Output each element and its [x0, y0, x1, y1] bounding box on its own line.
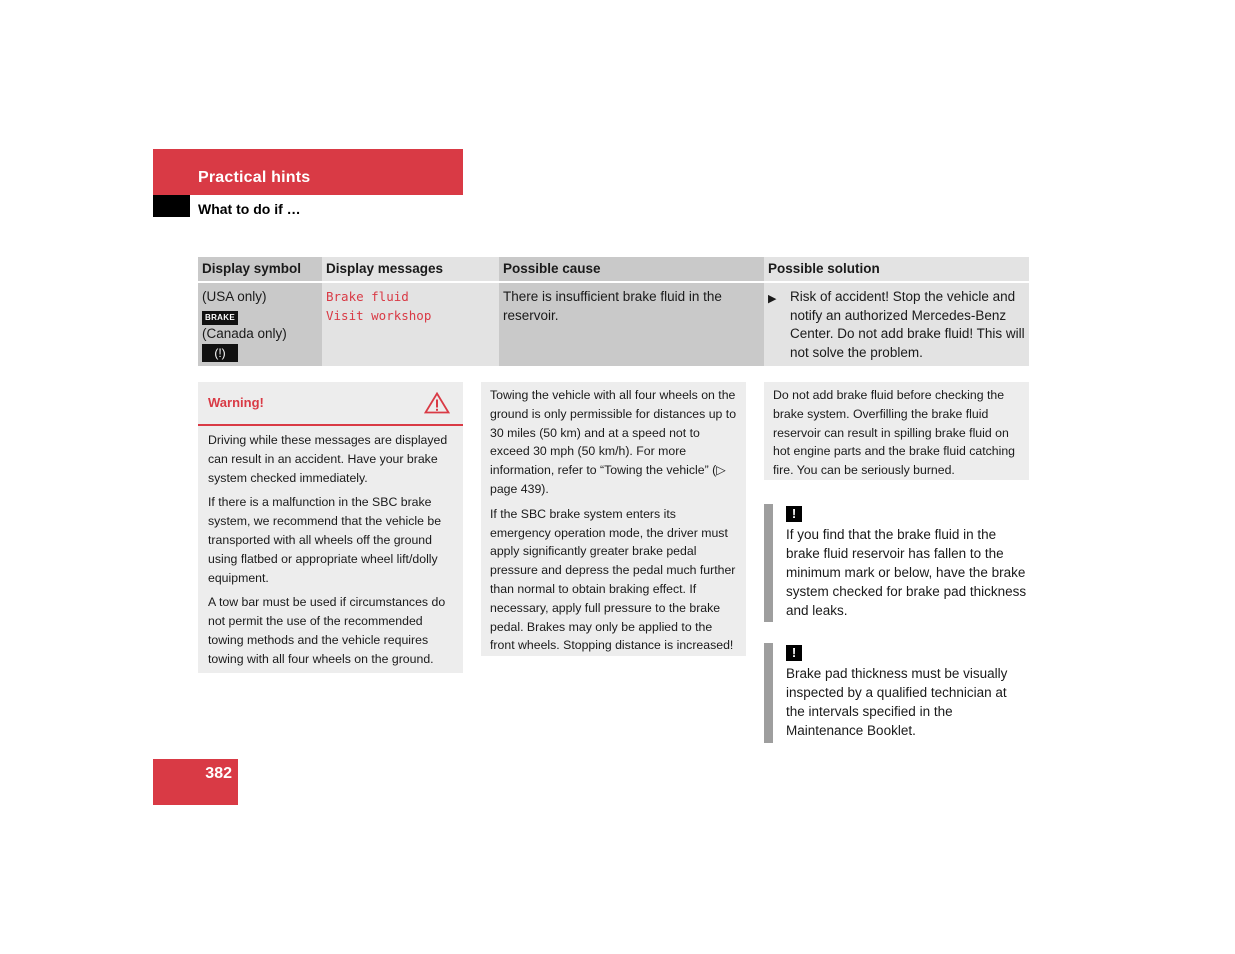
exclamation-icon: !: [786, 645, 802, 661]
arrow-bullet-icon: ▶: [768, 293, 777, 305]
message-line-1: Brake fluid: [326, 289, 409, 304]
page-number-box: [153, 759, 238, 805]
note-2: [764, 643, 1029, 743]
col-header-solution: Possible solution: [764, 257, 1029, 283]
note-1: [764, 504, 1029, 622]
symbol-usa-label: (USA only): [202, 289, 267, 304]
subsection-title: What to do if …: [198, 201, 301, 217]
note-1-text: If you find that the brake fluid in the brake fluid reservoir has fallen to the minimum mark or below, have the brake system checked for brake pad thickness and leaks.: [786, 527, 1027, 618]
warning-triangle-icon: [424, 392, 450, 414]
caution-paragraph: Do not add brake fluid before checking the brake system. Overfilling the brake fluid reservoir can result in spilling brake fluid on hot engine parts and the brake fluid catching fire. You can be seriously burned.: [773, 388, 1016, 478]
towing-paragraph: Towing the vehicle with all four wheels on the ground is only permissible for distances up to 30 miles (50 km) and at a speed not to exceed 30 mph (50 km/h). For more information, refer to “Towing the vehicle” (▷ page 439).: [490, 388, 737, 496]
warning-paragraph-3: A tow bar must be used if circumstances do not permit the use of the recommended towing methods and the vehicle requires towing with all four wheels on the ground.: [208, 595, 446, 666]
warning-box: [198, 382, 463, 673]
brake-icon: BRAKE: [202, 311, 238, 325]
note-bar: [764, 504, 773, 622]
brake-fluid-caution-box: [764, 382, 1029, 480]
note-bar: [764, 643, 773, 743]
symbol-canada-label: (Canada only): [202, 326, 287, 341]
emergency-mode-paragraph: If the SBC brake system enters its emergency operation mode, the driver must apply significantly greater brake pedal pressure and depress the pedal much further than normal to obtain braking effect. If necessary, apply full pressure to the brake pedal. Brakes may only be applied to the front wheels. Stopping distance is increased!: [490, 506, 736, 653]
col-header-symbol: Display symbol: [198, 257, 322, 283]
warning-title: Warning!: [208, 394, 264, 410]
message-line-2: Visit workshop: [326, 307, 432, 323]
towing-info-box: [481, 382, 746, 656]
brake-warning-icon: (!): [202, 344, 238, 362]
note-2-text: Brake pad thickness must be visually inspected by a qualified technician at the intervals specified in the Maintenance Booklet.: [786, 666, 1008, 738]
page-number: 382: [205, 765, 232, 782]
display-message-table: [198, 257, 1029, 366]
cell-symbol: [198, 283, 322, 366]
col-header-messages: Display messages: [322, 257, 499, 283]
solution-text: Risk of accident! Stop the vehicle and notify an authorized Mercedes-Benz Center. Do not add brake fluid! This will not solve the problem.: [790, 289, 1025, 360]
warning-paragraph-1: Driving while these messages are displayed can result in an accident. Have your brake system checked immediately.: [208, 433, 448, 485]
cell-solution: [764, 283, 1029, 366]
cell-cause: There is insufficient brake fluid in the reservoir.: [499, 283, 764, 366]
warning-paragraph-2: If there is a malfunction in the SBC brake system, we recommend that the vehicle be transported with all wheels off the ground using flatbed or appropriate wheel lift/dolly equipment.: [208, 495, 442, 585]
col-header-cause: Possible cause: [499, 257, 764, 283]
table-row: [198, 283, 1029, 366]
header-marker: [153, 195, 190, 217]
exclamation-icon: !: [786, 506, 802, 522]
section-title: Practical hints: [198, 169, 311, 186]
cell-messages: [322, 283, 499, 366]
